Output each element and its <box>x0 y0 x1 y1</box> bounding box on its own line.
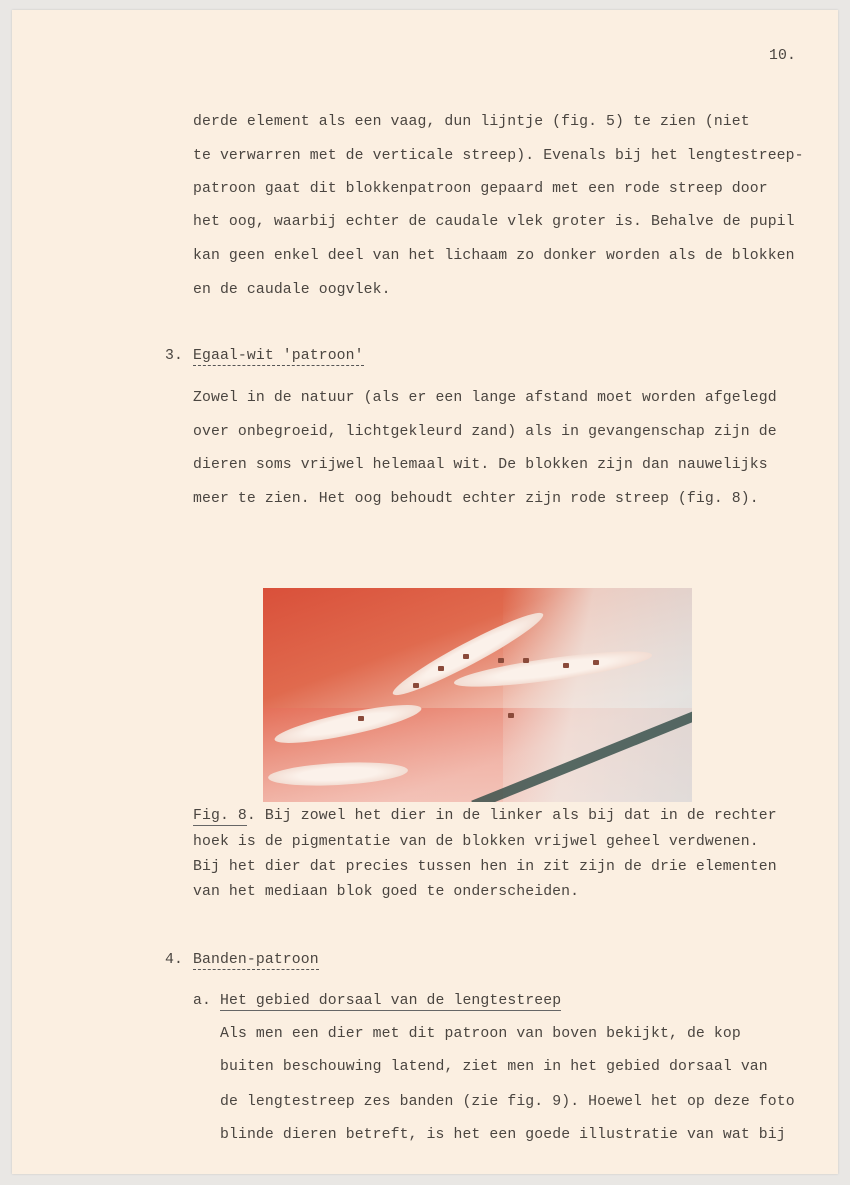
figure-caption-line: van het mediaan blok goed te onderscheiden. <box>193 884 580 900</box>
body-line: en de caudale oogvlek. <box>193 282 391 298</box>
figure-caption-line: Bij het dier dat precies tussen hen in zit zijn de drie elementen <box>193 859 777 875</box>
body-line: blinde dieren betreft, is het een goede illustratie van wat bij <box>220 1127 786 1143</box>
section-number: 3. <box>165 348 183 364</box>
body-line: derde element als een vaag, dun lijntje (fig. 5) te zien (niet <box>193 114 750 130</box>
figure-label: Fig. 8 <box>193 808 247 824</box>
body-line: over onbegroeid, lichtgekleurd zand) als in gevangenschap zijn de <box>193 424 777 440</box>
body-line: patroon gaat dit blokkenpatroon gepaard met een rode streep door <box>193 181 768 197</box>
body-line: kan geen enkel deel van het lichaam zo donker worden als de blokken <box>193 248 795 264</box>
figure-caption-line: hoek is de pigmentatie van de blokken vrijwel geheel verdwenen. <box>193 834 759 850</box>
section-heading: Banden-patroon <box>193 952 319 968</box>
section-number: 4. <box>165 952 183 968</box>
fish-photograph <box>263 588 692 802</box>
body-line: dieren soms vrijwel helemaal wit. De blokken zijn dan nauwelijks <box>193 457 768 473</box>
subsection-heading: Het gebied dorsaal van de lengtestreep <box>220 993 562 1009</box>
body-line: buiten beschouwing latend, ziet men in het gebied dorsaal van <box>220 1059 768 1075</box>
body-line: te verwarren met de verticale streep). Evenals bij het lengtestreep- <box>193 148 804 164</box>
section-heading: Egaal-wit 'patroon' <box>193 348 364 364</box>
subsection-letter: a. <box>193 993 211 1009</box>
body-line: de lengtestreep zes banden (zie fig. 9). Hoewel het op deze foto <box>220 1094 795 1110</box>
figure-caption: . Bij zowel het dier in de linker als bij dat in de rechter <box>246 808 777 824</box>
body-line: het oog, waarbij echter de caudale vlek groter is. Behalve de pupil <box>193 214 795 230</box>
body-line: meer te zien. Het oog behoudt echter zijn rode streep (fig. 8). <box>193 491 759 507</box>
body-line: Als men een dier met dit patroon van boven bekijkt, de kop <box>220 1026 741 1042</box>
body-line: Zowel in de natuur (als er een lange afstand moet worden afgelegd <box>193 390 777 406</box>
page-number: 10. <box>769 48 796 64</box>
